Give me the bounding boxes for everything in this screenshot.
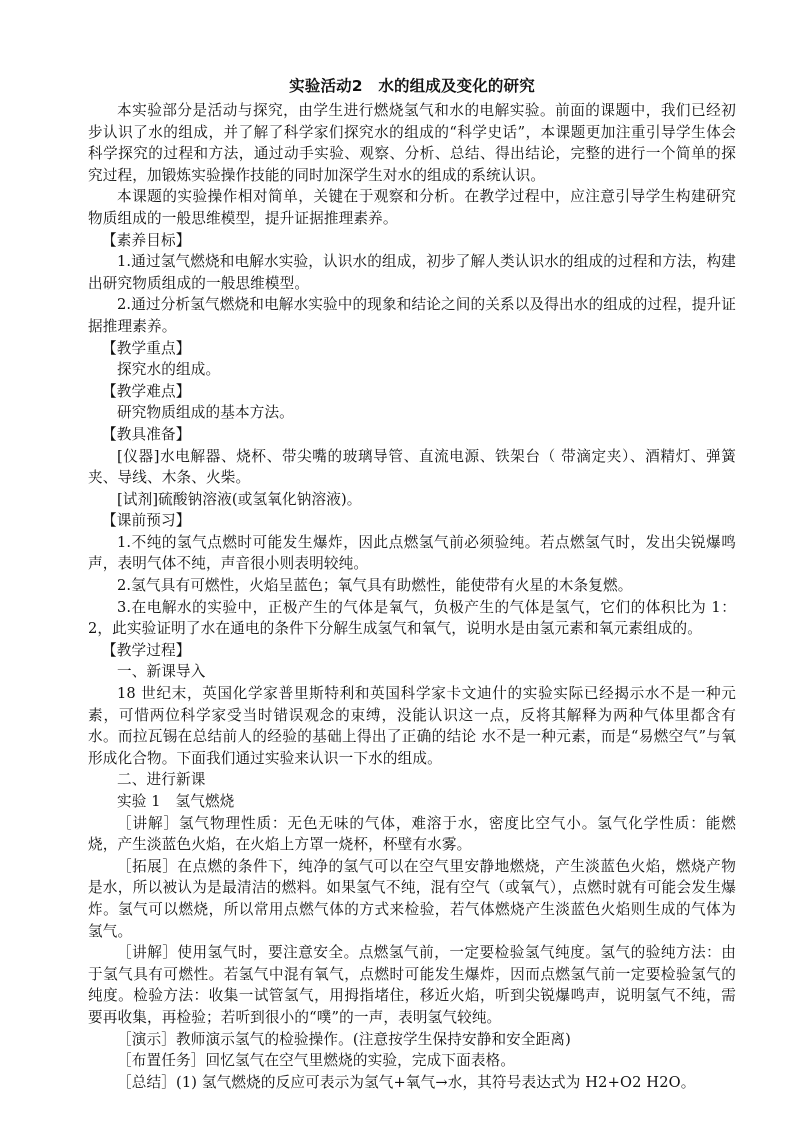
- document-body: [88, 100, 736, 1093]
- paragraph: ［总结］(1) 氢气燃烧的反应可表示为氢气+氧气→水，其符号表达式为 H2+O2 H2O。: [117, 1073, 696, 1091]
- paragraph: ［演示］教师演示氢气的检验操作。(注意按学生保持安静和安全距离): [117, 1030, 572, 1048]
- paragraph: 3.在电解水的实验中，正极产生的气体是氧气，负极产生的气体是氢气，它们的体积比为 1：2，此实验证明了水在通电的条件下分解生成氢气和氧气，说明水是由氢元素和氧元素组成的。: [88, 598, 736, 638]
- section-heading: 【课前预习】: [102, 512, 191, 530]
- paragraph: 一、新课导入: [117, 663, 206, 681]
- paragraph: ［布置任务］回忆氢气在空气里燃烧的实验，完成下面表格。: [117, 1052, 516, 1070]
- paragraph: 本课题的实验操作相对简单，关键在于观察和分析。在教学过程中，应注意引导学生构建研究物质组成的一般思维模型，提升证据推理素养。: [88, 188, 736, 227]
- document-title: 实验活动2 水的组成及变化的研究: [289, 77, 535, 95]
- paragraph: 实验 1 氢气燃烧: [117, 793, 235, 810]
- paragraph: 1.通过氢气燃烧和电解水实验，认识水的组成，初步了解人类认识水的组成的过程和方法，构建出研究物质组成的一般思维模型。: [88, 253, 736, 292]
- section-heading: 【教学难点】: [102, 382, 191, 400]
- section-heading: 【教具准备】: [102, 425, 191, 443]
- paragraph: 研究物质组成的基本方法。: [117, 404, 294, 422]
- paragraph: 2.通过分析氢气燃烧和电解水实验中的现象和结论之间的关系以及得出水的组成的过程，提升证据推理素养。: [88, 296, 736, 335]
- paragraph: [仪器]水电解器、烧杯、带尖嘴的玻璃导管、直流电源、铁架台（ 带滴定夹）、酒精灯、弹簧夹、导线、木条、火柴。: [88, 447, 736, 487]
- paragraph: 探究水的组成。: [117, 361, 221, 379]
- section-heading: 【素养目标】: [102, 231, 191, 249]
- section-heading: 【教学过程】: [102, 641, 191, 659]
- paragraph: 18 世纪末，英国化学家普里斯特利和英国科学家卡文迪什的实验实际已经揭示水不是一种元素，可惜两位科学家受当时错误观念的束缚，没能认识这一点，反将其解释为两种气体里都含有水。而拉瓦锡在总结前人的经验的基础上得出了正确的结论 水不是一种元素，而是“易燃空气”与氧形成化合物。下面我们通过实验来认识一下水的组成。: [88, 685, 736, 767]
- paragraph: 二、进行新课: [117, 771, 206, 789]
- paragraph: [试剂]硫酸钠溶液(或氢氧化钠溶液)。: [117, 490, 362, 508]
- paragraph: 1.不纯的氢气点燃时可能发生爆炸，因此点燃氢气前必须验纯。若点燃氢气时，发出尖锐爆鸣声，表明气体不纯，声音很小则表明较纯。: [88, 533, 736, 573]
- paragraph: ［讲解］氢气物理性质：无色无味的气体，难溶于水，密度比空气小。氢气化学性质：能燃烧，产生淡蓝色火焰，在火焰上方罩一烧杯，杯壁有水雾。: [88, 814, 736, 854]
- paragraph: 本实验部分是活动与探究，由学生进行燃烧氢气和水的电解实验。前面的课题中，我们已经初步认识了水的组成，并了解了科学家们探究水的组成的“科学史话”，本课题更加注重引导学生体会科学探究的过程和方法，通过动手实验、观察、分析、总结、得出结论，完整的进行一个简单的探究过程，加锻炼实验操作技能的同时加深学生对水的组成的系统认识。: [88, 102, 736, 184]
- paragraph: 2.氢气具有可燃性，火焰呈蓝色；氧气具有助燃性，能使带有火星的木条复燃。: [117, 577, 633, 595]
- section-heading: 【教学重点】: [102, 339, 191, 357]
- paragraph: ［讲解］使用氢气时，要注意安全。点燃氢气前，一定要检验氢气纯度。氢气的验纯方法：由于氢气具有可燃性。若氢气中混有氧气，点燃时可能发生爆炸，因而点燃氢气前一定要检验氢气的纯度。检验方法：收集一试管氢气，用拇指堵住，移近火焰，听到尖锐爆鸣声，说明氢气不纯，需要再收集，再检验；若听到很小的“噗”的一声，表明氢气较纯。: [88, 944, 736, 1026]
- document-page: [88, 74, 736, 1093]
- paragraph: ［拓展］在点燃的条件下，纯净的氢气可以在空气里安静地燃烧，产生淡蓝色火焰，燃烧产物是水，所以被认为是最清洁的燃料。如果氢气不纯，混有空气（或氧气），点燃时就有可能会发生爆炸。氢气可以燃烧，所以常用点燃气体的方式来检验，若气体燃烧产生淡蓝色火焰则生成的气体为氢气。: [88, 857, 736, 940]
